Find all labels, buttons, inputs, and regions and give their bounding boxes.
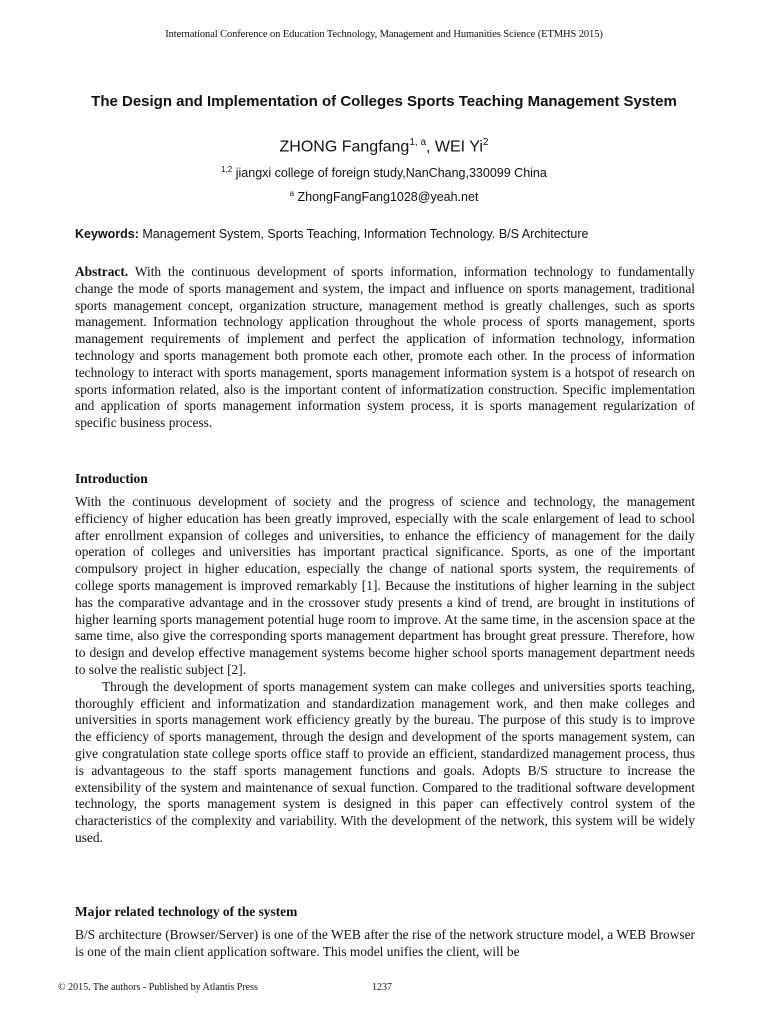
- major-technology-heading: Major related technology of the system: [75, 904, 298, 919]
- author-line: [0, 137, 768, 156]
- author-2-affiliation-mark: 2: [482, 137, 489, 148]
- abstract-text: With the continuous development of sports information, information technology to fundamentally change the mode of sports management and system, the impact and influence on sports management, traditional sports management concept, organization structure, management method is greatly challenges, such as sports management. Information technology application throughout the whole process of sports management, sports management requirements of implement and perfect the application of information technology, information technology and sports management both promote each other, promote each other. In the process of information technology to interact with sports management, sports management information system is a hotspot of research on sports information related, also is the important content of informatization construction. Specific implementation and application of sports management information system process, it is sports management regularization of specific business process.: [75, 264, 695, 431]
- major-technology-section: [75, 927, 695, 961]
- conference-header: International Conference on Education Technology, Management and Humanities Science (ETMHS 2015): [165, 29, 603, 40]
- footer-copyright: © 2015. The authors - Published by Atlantis Press: [58, 982, 258, 993]
- introduction-section: [75, 494, 695, 847]
- keywords-label: Keywords:: [75, 227, 139, 241]
- keywords: [75, 227, 695, 241]
- abstract-label: Abstract.: [75, 264, 129, 279]
- introduction-paragraph-1: With the continuous development of society and the progress of science and technology, the management efficiency of higher education has been greatly improved, especially with the scale enlargement of lead to school after enrollment expansion of colleges and universities, to enhance the efficiency of management for the daily operation of colleges and universities has important practical significance. Sports, as one of the important compulsory project in higher education, especially the change of national sports system, the requirements of college sports management is improved remarkably [1]. Because the institutions of higher learning in the subject has the comparative advantage and in the crossover study presents a kind of trend, are brought in institutions of higher learning sports management potential huge room to improve. At the same time, in the ascension space at the same time, also give the corresponding sports management department has brought great pressure. Therefore, how to design and develop effective management systems become higher school sports management department needs to solve the realistic subject [2].: [75, 494, 695, 677]
- email-mark: a: [289, 189, 295, 198]
- paper-title: The Design and Implementation of Colleges Sports Teaching Management System: [91, 93, 677, 110]
- introduction-heading: Introduction: [75, 471, 148, 486]
- affiliation-text: jiangxi college of foreign study,NanChang,330099 China: [232, 166, 547, 181]
- author-1-affiliation-mark: 1, a: [409, 137, 427, 148]
- author-1: ZHONG Fangfang: [279, 138, 410, 156]
- email-line: [0, 189, 768, 204]
- affiliation-mark: 1,2: [221, 165, 233, 174]
- author-separator: ,: [426, 138, 435, 156]
- keywords-text: Management System, Sports Teaching, Information Technology. B/S Architecture: [138, 227, 589, 241]
- page-number: 1237: [372, 982, 392, 993]
- affiliation: [0, 165, 768, 180]
- email-address: ZhongFangFang1028@yeah.net: [294, 190, 479, 205]
- abstract: [75, 264, 695, 432]
- major-technology-paragraph-1: B/S architecture (Browser/Server) is one of the WEB after the rise of the network structure model, a WEB Browser is one of the main client application software. This model unifies the client, will be: [75, 927, 695, 959]
- author-2: WEI Yi: [434, 138, 483, 156]
- introduction-paragraph-2: Through the development of sports management system can make colleges and universities sports teaching, thoroughly efficient and informatization and standardization management work, and then make colleges and universities in sports management work efficiency greatly by the bureau. The purpose of this study is to improve the efficiency of sports management, through the design and development of the sports management system, can give congratulation state college sports office staff to provide an efficient, standardized management process, thus is advantageous to the staff sports management functions and goals. Adopts B/S structure to increase the extensibility of the system and maintenance of sexual function. Compared to the traditional software development technology, the sports management system is designed in this paper can effectively control system of the characteristics of the complexity and variability. With the development of the network, this system will be widely used.: [75, 678, 695, 845]
